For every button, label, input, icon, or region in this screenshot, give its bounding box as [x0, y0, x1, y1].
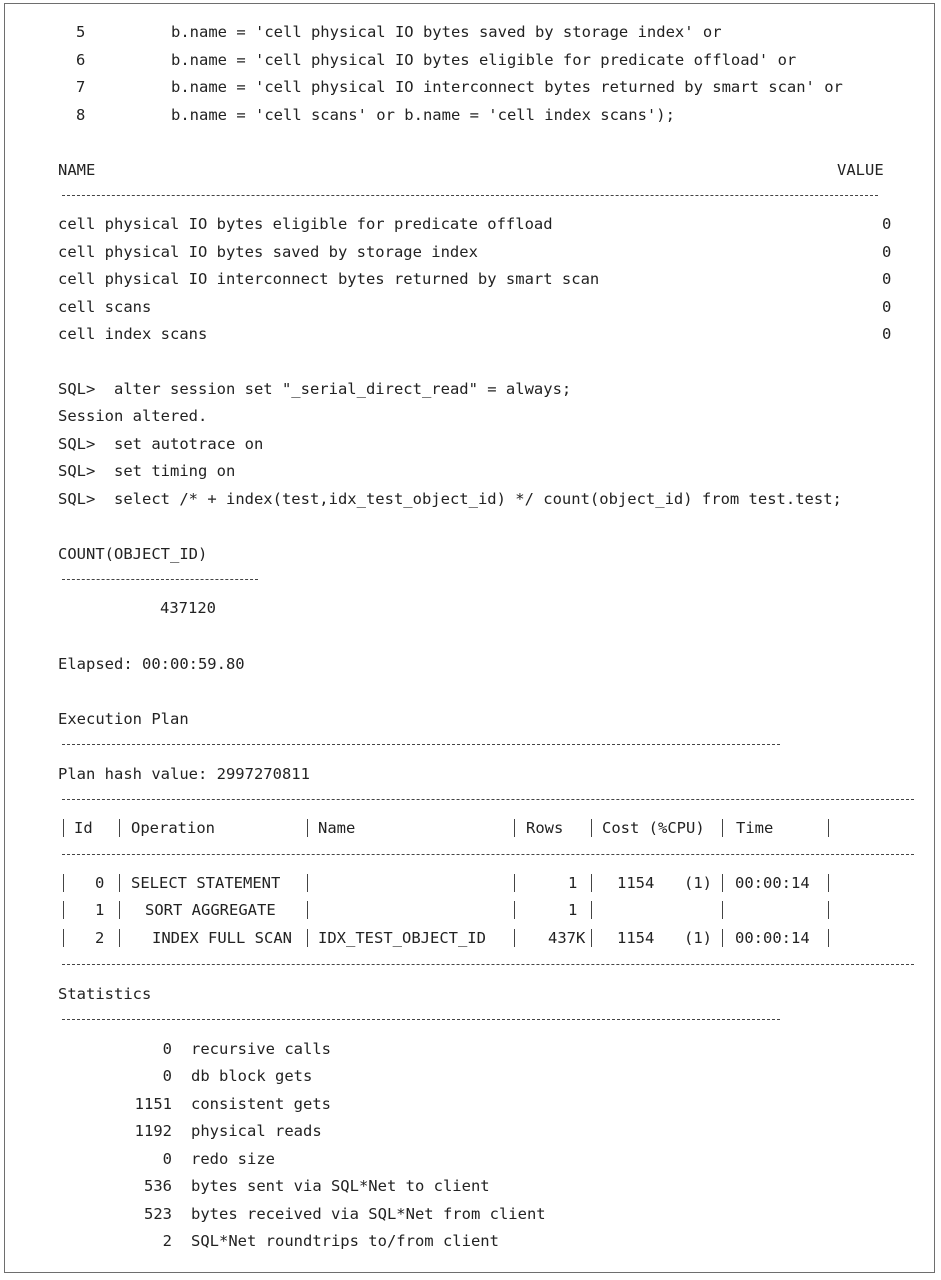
- plan-table-bottom-border: [62, 964, 914, 965]
- table-cell-border: [307, 929, 308, 947]
- line-number: 5: [76, 23, 86, 41]
- stat-name: cell index scans: [58, 325, 208, 343]
- plan-row-id: 2: [95, 929, 105, 947]
- table-cell-border: [722, 901, 723, 919]
- separator-line: [62, 195, 878, 196]
- sql-command: set autotrace on: [114, 435, 264, 453]
- stat-value: 0: [882, 243, 892, 261]
- query-line: b.name = 'cell physical IO bytes eligible for predicate offload' or: [171, 51, 797, 69]
- statistic-value: 0: [162, 1040, 172, 1058]
- plan-row-cpu: (1): [684, 874, 712, 892]
- query-line: b.name = 'cell physical IO interconnect bytes returned by smart scan' or: [171, 78, 843, 96]
- section-title-execution-plan: Execution Plan: [58, 710, 189, 728]
- sql-command: alter session set "_serial_direct_read" = always;: [114, 380, 572, 398]
- table-cell-border: [63, 901, 64, 919]
- sql-prompt: SQL>: [58, 490, 96, 508]
- table-cell-border: [722, 874, 723, 892]
- statistic-label: consistent gets: [191, 1095, 331, 1113]
- plan-header-time: Time: [736, 819, 774, 837]
- table-cell-border: [722, 929, 723, 947]
- plan-row-id: 1: [95, 901, 105, 919]
- plan-header-operation: Operation: [131, 819, 215, 837]
- plan-row-cpu: (1): [684, 929, 712, 947]
- table-cell-border: [514, 874, 515, 892]
- table-cell-border: [722, 819, 723, 837]
- table-cell-border: [63, 819, 64, 837]
- statistic-label: redo size: [191, 1150, 275, 1168]
- table-cell-border: [828, 874, 829, 892]
- sql-prompt: SQL>: [58, 462, 96, 480]
- table-cell-border: [307, 901, 308, 919]
- statistic-value: 1192: [134, 1122, 172, 1140]
- statistic-label: recursive calls: [191, 1040, 331, 1058]
- table-cell-border: [514, 929, 515, 947]
- stat-name: cell physical IO interconnect bytes returned by smart scan: [58, 270, 600, 288]
- plan-row-rows: 1: [568, 874, 578, 892]
- plan-header-name: Name: [318, 819, 356, 837]
- table-cell-border: [828, 929, 829, 947]
- sql-prompt: SQL>: [58, 380, 96, 398]
- stat-name: cell physical IO bytes saved by storage index: [58, 243, 478, 261]
- statistic-label: bytes sent via SQL*Net to client: [191, 1177, 490, 1195]
- statistic-label: physical reads: [191, 1122, 322, 1140]
- plan-row-cost: 1154: [617, 929, 655, 947]
- session-message: Session altered.: [58, 407, 208, 425]
- table-cell-border: [591, 901, 592, 919]
- result-column-header: COUNT(OBJECT_ID): [58, 545, 208, 563]
- column-header-value: VALUE: [837, 161, 884, 179]
- plan-row-time: 00:00:14: [735, 929, 810, 947]
- table-cell-border: [307, 819, 308, 837]
- table-cell-border: [63, 929, 64, 947]
- statistic-value: 0: [162, 1150, 172, 1168]
- table-cell-border: [828, 901, 829, 919]
- plan-row-id: 0: [95, 874, 105, 892]
- line-number: 6: [76, 51, 86, 69]
- elapsed-time: Elapsed: 00:00:59.80: [58, 655, 245, 673]
- statistic-value: 0: [162, 1067, 172, 1085]
- table-cell-border: [119, 874, 120, 892]
- statistic-value: 2: [162, 1232, 172, 1250]
- table-cell-border: [119, 901, 120, 919]
- statistic-value: 523: [144, 1205, 172, 1223]
- plan-row-operation: SORT AGGREGATE: [145, 901, 276, 919]
- stat-name: cell physical IO bytes eligible for predicate offload: [58, 215, 553, 233]
- plan-row-rows: 1: [568, 901, 578, 919]
- table-cell-border: [514, 901, 515, 919]
- table-cell-border: [591, 819, 592, 837]
- column-header-name: NAME: [58, 161, 96, 179]
- plan-header-id: Id: [74, 819, 93, 837]
- sql-command: set timing on: [114, 462, 236, 480]
- statistic-value: 536: [144, 1177, 172, 1195]
- table-cell-border: [119, 819, 120, 837]
- statistic-label: SQL*Net roundtrips to/from client: [191, 1232, 499, 1250]
- plan-row-rows: 437K: [548, 929, 586, 947]
- plan-hash-value: Plan hash value: 2997270811: [58, 765, 310, 783]
- sql-command: select /* + index(test,idx_test_object_id) */ count(object_id) from test.test;: [114, 490, 842, 508]
- plan-header-cost: Cost (%CPU): [602, 819, 705, 837]
- plan-row-time: 00:00:14: [735, 874, 810, 892]
- line-number: 7: [76, 78, 86, 96]
- plan-row-operation: INDEX FULL SCAN: [152, 929, 292, 947]
- separator-line: [62, 579, 258, 580]
- stat-value: 0: [882, 298, 892, 316]
- result-value: 437120: [160, 599, 216, 617]
- plan-row-operation: SELECT STATEMENT: [131, 874, 281, 892]
- stat-name: cell scans: [58, 298, 152, 316]
- plan-table-header-border: [62, 854, 914, 855]
- statistic-label: db block gets: [191, 1067, 313, 1085]
- plan-header-rows: Rows: [526, 819, 564, 837]
- statistic-value: 1151: [134, 1095, 172, 1113]
- sql-prompt: SQL>: [58, 435, 96, 453]
- statistic-label: bytes received via SQL*Net from client: [191, 1205, 546, 1223]
- line-number: 8: [76, 106, 86, 124]
- separator-line: [62, 1019, 780, 1020]
- separator-line: [62, 744, 780, 745]
- stat-value: 0: [882, 215, 892, 233]
- query-line: b.name = 'cell scans' or b.name = 'cell index scans');: [171, 106, 675, 124]
- table-cell-border: [828, 819, 829, 837]
- plan-row-cost: 1154: [617, 874, 655, 892]
- plan-table-top-border: [62, 799, 914, 800]
- query-line: b.name = 'cell physical IO bytes saved by storage index' or: [171, 23, 722, 41]
- stat-value: 0: [882, 325, 892, 343]
- plan-row-name: IDX_TEST_OBJECT_ID: [318, 929, 486, 947]
- table-cell-border: [591, 929, 592, 947]
- table-cell-border: [307, 874, 308, 892]
- table-cell-border: [119, 929, 120, 947]
- stat-value: 0: [882, 270, 892, 288]
- table-cell-border: [514, 819, 515, 837]
- section-title-statistics: Statistics: [58, 985, 152, 1003]
- table-cell-border: [63, 874, 64, 892]
- table-cell-border: [591, 874, 592, 892]
